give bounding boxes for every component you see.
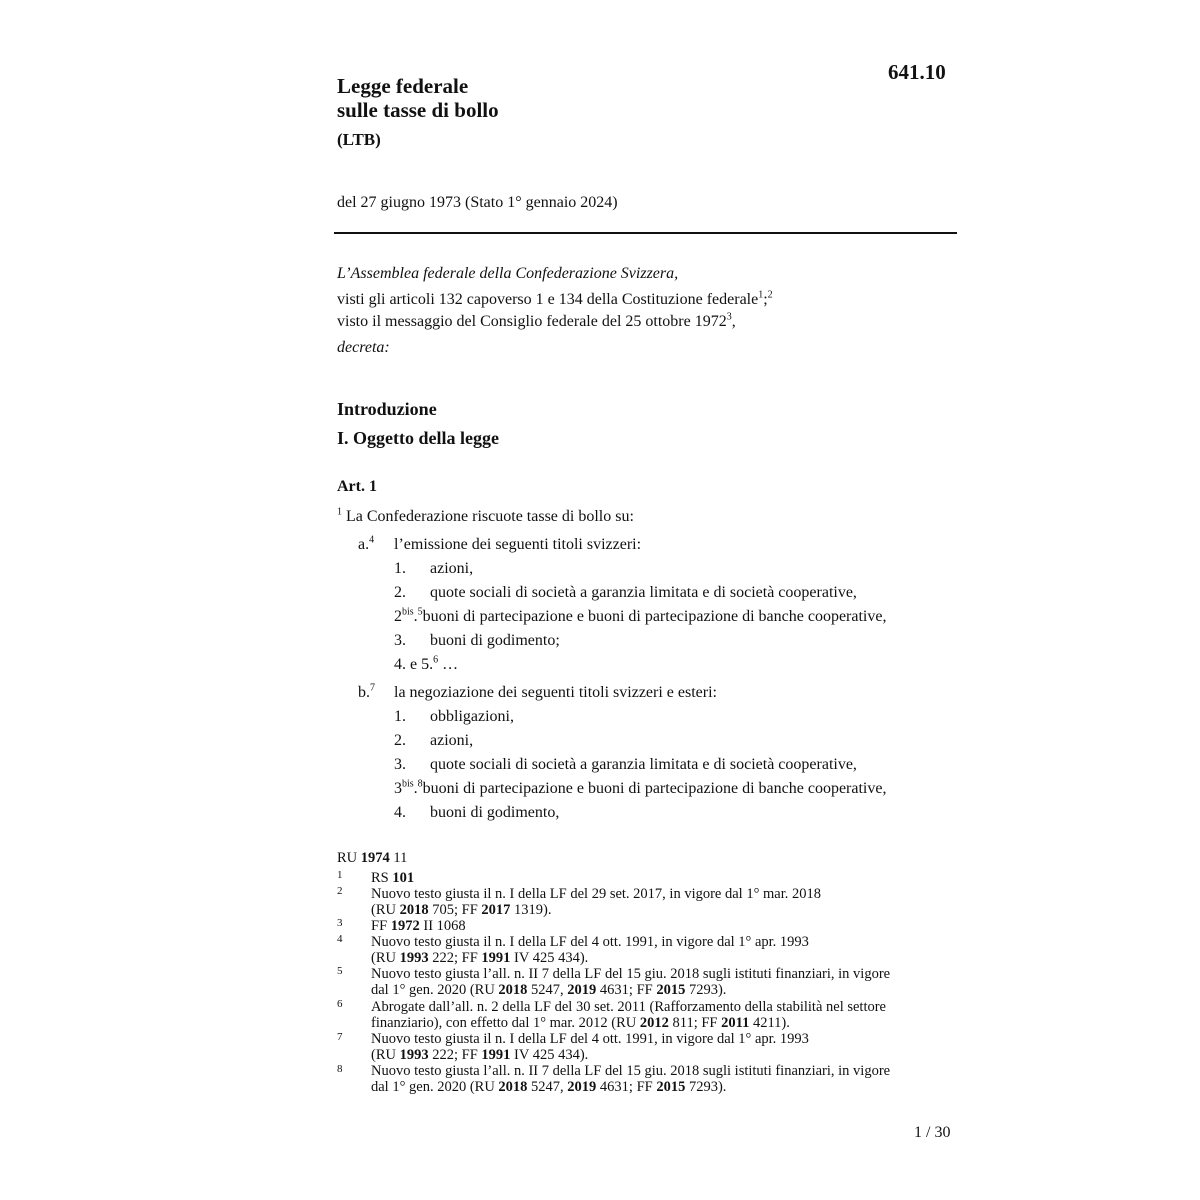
letter-a-label: a.$^4$ [358, 534, 375, 553]
footnote-segment: 4631; FF [596, 1079, 657, 1095]
paragraph-number: 1 [337, 506, 342, 518]
heading-article: Art. 1 [337, 478, 377, 495]
list-a-num-1: 1. [394, 560, 406, 577]
list-a-item-2bis: $2^{bis}.^5buoni$ di partecipazione e buoni di partecipazione di banche cooperative, [394, 606, 887, 625]
footnote-segment: 1991 [481, 950, 511, 966]
footnote-ref-8[interactable]: 8 [417, 778, 423, 790]
footnote-segment: Nuovo testo giusta il n. I della LF del 4 ott. 1991, in vigore dal 1° apr. 1993 [371, 934, 809, 950]
footnote-segment: 222; FF [428, 950, 482, 966]
footnote-segment: Nuovo testo giusta il n. I della LF del 29 set. 2017, in vigore dal 1° mar. 2018 [371, 886, 822, 902]
footnote-segment: 2017 [481, 902, 511, 918]
footnote-ref-7[interactable]: 7 [370, 682, 375, 694]
ru-reference: RU 1974 11 [337, 850, 408, 866]
footnote-segment: dal 1° gen. 2020 (RU [371, 1079, 499, 1095]
footnote-8-line-2 [371, 1079, 726, 1095]
footnote-segment: FF [371, 918, 391, 934]
footnote-ref-6[interactable]: 6 [433, 654, 439, 666]
footnote-ref-3[interactable]: 3 [726, 311, 732, 323]
preamble-visto: visto il messaggio del Consiglio federale del 25 ottobre 1972$^3$, [337, 311, 736, 330]
preamble-assembly: L’Assemblea federale della Confederazione Svizzera, [337, 265, 679, 282]
footnote-5-line-2 [371, 982, 726, 998]
short-title: (LTB) [337, 130, 381, 149]
list-b-num-1: 1. [394, 708, 406, 725]
footnote-segment: 2019 [567, 1079, 597, 1095]
footnote-7-line-1 [371, 1031, 809, 1047]
footnote-segment: 2018 [498, 982, 528, 998]
footnote-segment: (RU [371, 950, 400, 966]
preamble-decreta: decreta: [337, 339, 390, 356]
letter-b-text: la negoziazione dei seguenti titoli svizzeri e esteri: [394, 684, 717, 701]
preamble-visti: visti gli articoli 132 capoverso 1 e 134 della Costituzione federale$^1$;$^2$ [337, 289, 773, 308]
footnote-2-line-2 [371, 902, 552, 918]
footnote-segment: 2018 [498, 1079, 528, 1095]
title-line-1: Legge federale [337, 74, 469, 98]
footnote-segment: dal 1° gen. 2020 (RU [371, 982, 499, 998]
footnote-4-line-2 [371, 950, 588, 966]
list-a-text-1: azioni, [430, 560, 474, 577]
footnote-segment: 1319). [510, 902, 552, 918]
footnote-segment: 2015 [656, 982, 686, 998]
list-b-num-3: 3. [394, 756, 406, 773]
date-line: del 27 giugno 1973 (Stato 1° gennaio 2024) [337, 194, 618, 211]
footnote-segment: 2018 [399, 902, 429, 918]
footnote-segment: Nuovo testo giusta l’all. n. II 7 della LF del 15 giu. 2018 sugli istituti finanziari, in vigore [371, 966, 891, 982]
footnote-6-line-1 [371, 999, 886, 1015]
list-b-text-3: quote sociali di società a garanzia limitata e di società cooperative, [430, 756, 857, 773]
footnote-4-line-1 [371, 934, 809, 950]
footnote-segment: 705; FF [428, 902, 482, 918]
footnote-segment: 7293). [685, 982, 727, 998]
footnote-1-line-1 [371, 870, 414, 886]
footnote-ref-4[interactable]: 4 [369, 534, 375, 546]
title-line-2: sulle tasse di bollo [337, 98, 499, 122]
footnote-segment: IV 425 434). [510, 1047, 589, 1063]
footnote-segment: 222; FF [428, 1047, 482, 1063]
list-a-num-2: 2. [394, 584, 406, 601]
list-a-text-3: buoni di godimento; [430, 632, 560, 649]
footnote-segment: Nuovo testo giusta il n. I della LF del 4 ott. 1991, in vigore dal 1° apr. 1993 [371, 1031, 809, 1047]
footnote-3-line-1 [371, 918, 466, 934]
footnote-segment: 1991 [481, 1047, 511, 1063]
footnote-ref-5[interactable]: 5 [417, 606, 423, 618]
footnote-segment: 2019 [567, 982, 597, 998]
letter-a-text: l’emissione dei seguenti titoli svizzeri: [394, 536, 642, 553]
footnote-7-line-2 [371, 1047, 588, 1063]
footnote-segment: (RU [371, 1047, 400, 1063]
footnote-segment: RS [371, 870, 393, 886]
footnote-segment: II 1068 [419, 918, 466, 934]
header-divider [334, 232, 957, 234]
footnote-segment: 1972 [390, 918, 420, 934]
article-paragraph-1: $^1$ La Confederazione riscuote tasse di bollo su: [337, 506, 634, 525]
footnote-segment: 101 [392, 870, 415, 886]
footnote-2-line-1 [371, 886, 821, 902]
footnote-segment: Nuovo testo giusta l’all. n. II 7 della LF del 15 giu. 2018 sugli istituti finanziari, in vigore [371, 1063, 891, 1079]
footnote-segment: 4631; FF [596, 982, 657, 998]
footnote-segment: 5247, [527, 982, 568, 998]
list-a-text-2: quote sociali di società a garanzia limitata e di società cooperative, [430, 584, 857, 601]
footnote-6-line-2 [371, 1015, 790, 1031]
list-b-text-1: obbligazioni, [430, 708, 514, 725]
footnote-8-line-1 [371, 1063, 890, 1079]
footnote-segment: 4211). [749, 1015, 790, 1031]
list-b-item-3bis: $3^{bis}.^8buoni$ di partecipazione e buoni di partecipazione di banche cooperative, [394, 778, 887, 797]
footnote-segment: IV 425 434). [510, 950, 589, 966]
list-a-item-4-5: 4. e 5.$^6$ … [394, 654, 459, 673]
page-number: 1 / 30 [914, 1124, 951, 1141]
footnote-segment: 811; FF [668, 1015, 722, 1031]
list-b-text-2: azioni, [430, 732, 474, 749]
footnote-segment: 7293). [685, 1079, 727, 1095]
heading-introduzione: Introduzione [337, 399, 437, 419]
list-b-num-2: 2. [394, 732, 406, 749]
heading-section: I. Oggetto della legge [337, 428, 499, 448]
footnote-segment: 1993 [399, 950, 429, 966]
footnote-segment: 1993 [399, 1047, 429, 1063]
list-b-text-4: buoni di godimento, [430, 804, 560, 821]
footnote-segment: (RU [371, 902, 400, 918]
footnote-segment: Abrogate dall’all. n. 2 della LF del 30 set. 2011 (Rafforzamento della stabilità nel settore [371, 999, 886, 1015]
footnote-segment: 2011 [721, 1015, 750, 1031]
footnote-segment: 5247, [527, 1079, 568, 1095]
footnote-segment: finanziario), con effetto dal 1° mar. 2012 (RU [371, 1015, 640, 1031]
letter-b-label: b.$^7$ [358, 682, 375, 701]
sr-number: 641.10 [888, 60, 946, 84]
footnote-segment: 2012 [639, 1015, 669, 1031]
footnote-ref-1[interactable]: 1 [758, 289, 764, 301]
list-a-num-3: 3. [394, 632, 406, 649]
footnote-segment: 2015 [656, 1079, 686, 1095]
footnote-5-line-1 [371, 966, 890, 982]
list-b-num-4: 4. [394, 804, 406, 821]
footnote-ref-2[interactable]: 2 [767, 289, 773, 301]
